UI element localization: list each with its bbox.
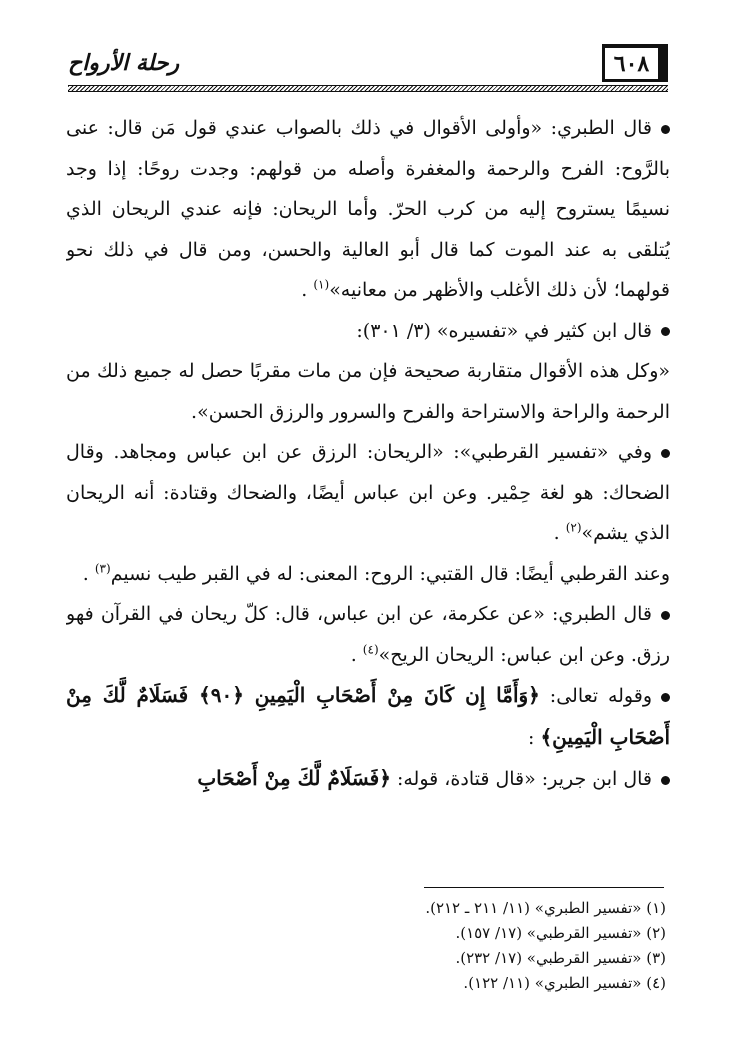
paragraph-ibn-kathir-quote: «وكل هذه الأقوال متقاربة صحيحة فإن من مات مقربًا حصل له جميع ذلك من الرحمة والراحة والاستراحة والفرح والسرور والرزق الحسن». [66,360,670,423]
paragraph-text: وعند القرطبي أيضًا: قال القتبي: الروح: المعنى: له في القبر طيب نسيم [110,562,670,585]
bullet-icon [661,611,670,620]
footnote-mark: (١) [313,277,330,292]
bullet-icon [661,327,670,336]
footnote-item: (٤) «تفسير الطبري» (١١/ ١٢٢). [463,974,666,992]
quran-verse: ﴿فَسَلَامٌ لَّكَ مِنْ أَصْحَابِ [197,766,391,790]
paragraph-text: قال الطبري: «وأولى الأقوال في ذلك بالصواب عندي قول مَن قال: عنى بالرَّوح: الفرح والرحمة والمغفرة وأصله من قولهم: وجدت روحًا: إذا وجد نسيمًا يستروح إليه من كرب الحرّ. وأما الريحان: فإنه عندي الريحان الذي يُتلقى به عند الموت كما قال أبو العالية والحسن، ومن قال في ذلك نحو قولهما؛ لأن ذلك الأغلب والأظهر من معانيه» [66,117,670,301]
paragraph-text: قال الطبري: «عن عكرمة، عن ابن عباس، قال: كلّ ريحان في القرآن فهو رزق. وعن ابن عباس: الريحان الريح» [66,603,670,666]
paragraph-ibn-kathir-intro [66,311,670,352]
paragraph-text: قال ابن كثير في «تفسيره» (٣/ ٣٠١): [356,319,652,342]
paragraph-qurtubi [66,432,670,554]
footnote-item: (١) «تفسير الطبري» (١١/ ٢١١ ـ ٢١٢). [425,899,666,917]
bullet-icon [661,125,670,134]
footnote-item: (٢) «تفسير القرطبي» (١٧/ ١٥٧). [455,924,666,942]
paragraph-text: قال ابن جرير: «قال قتادة، قوله: [390,768,652,790]
paragraph-tabari-quote [66,108,670,311]
footnote-divider [424,887,664,888]
paragraph-verse [66,675,670,758]
paragraph-text: وفي «تفسير القرطبي»: «الريحان: الرزق عن ابن عباس ومجاهد. وقال الضحاك: هو لغة حِمْير. وعن ابن عباس أيضًا، والضحاك وقتادة: أنه الريحان الذي يشم» [66,441,670,544]
page-number: ٦٠٨ [602,44,668,82]
quran-verse: ﴿وَأَمَّا إِن كَانَ مِنْ أَصْحَابِ الْيَمِينِ ﴿٩٠﴾ فَسَلَامٌ لَّكَ مِنْ أَصْحَابِ الْيَمِينِ﴾ [66,683,670,749]
book-title: رحلة الأرواح [68,50,180,76]
footnote-mark: (٤) [362,642,379,657]
bullet-icon [661,449,670,458]
paragraph-end: . [82,562,95,585]
paragraph-text: وقوله تعالى: [539,685,652,707]
main-text [66,108,670,874]
paragraph-end: : [527,726,541,749]
footnote-mark: (٣) [94,561,111,576]
footnotes [300,896,666,996]
paragraph-tabari-ikrima [66,594,670,675]
paragraph-end: . [553,522,566,544]
footnote-mark: (٢) [565,520,582,535]
header-rule [68,85,668,92]
paragraph-end: . [301,279,314,301]
paragraph-qutbi [66,554,670,595]
page-header [68,44,668,94]
bullet-icon [661,776,670,785]
paragraph-end: . [350,643,363,666]
footnote-item: (٣) «تفسير القرطبي» (١٧/ ٢٣٢). [455,949,666,967]
paragraph-ibn-jarir [66,758,670,800]
bullet-icon [661,693,670,702]
